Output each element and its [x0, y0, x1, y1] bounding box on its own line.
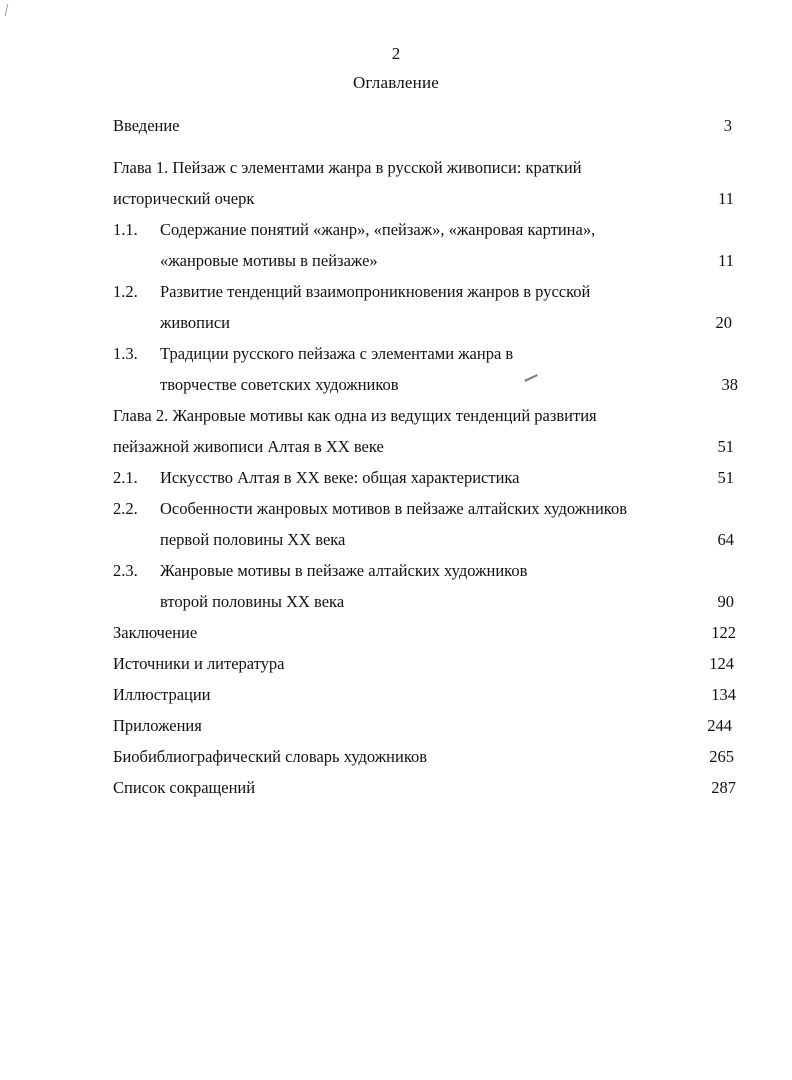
- toc-entry-title: творчестве советских художников: [160, 375, 399, 394]
- toc-entry-title: Глава 1. Пейзаж с элементами жанра в русской живописи: краткий: [113, 158, 582, 177]
- toc-entry-section-2-2-cont: [0, 528, 792, 552]
- toc-entry-page: 51: [717, 468, 734, 487]
- scan-mark: [5, 4, 8, 16]
- page-number: 2: [391, 44, 401, 63]
- toc-entry-title: Жанровые мотивы в пейзаже алтайских художников: [160, 561, 528, 580]
- toc-entry-section-2-3-cont: [0, 590, 792, 614]
- toc-entry-number: 2.2.: [113, 499, 138, 518]
- toc-entry-introduction: [0, 114, 792, 138]
- toc-entry-section-1-2: [0, 280, 792, 304]
- toc-entry-title: Введение: [113, 116, 180, 135]
- toc-entry-section-2-2: [0, 497, 792, 521]
- toc-entry-conclusion: [0, 621, 792, 645]
- toc-entry-page: 287: [711, 778, 736, 797]
- toc-entry-title: Биобиблиографический словарь художников: [113, 747, 428, 766]
- toc-entry-page: 265: [709, 747, 734, 766]
- toc-entry-dictionary: [0, 745, 792, 769]
- toc-entry-page: 122: [711, 623, 736, 642]
- toc-entry-number: 1.2.: [113, 282, 138, 301]
- toc-entry-abbreviations: [0, 776, 792, 800]
- toc-entry-page: 124: [709, 654, 734, 673]
- toc-entry-page: 51: [717, 437, 734, 456]
- toc-entry-title: живописи: [160, 313, 230, 332]
- toc-entry-number: 2.1.: [113, 468, 138, 487]
- toc-entry-page: 244: [707, 716, 732, 735]
- toc-entry-chapter-2: [0, 404, 792, 428]
- toc-entry-title: Развитие тенденций взаимопроникновения жанров в русской: [160, 282, 591, 301]
- toc-entry-chapter-1: [0, 156, 792, 180]
- toc-heading: Оглавление: [353, 73, 439, 92]
- toc-entry-page: 134: [711, 685, 736, 704]
- toc-entry-page: 11: [718, 251, 734, 270]
- toc-entry-page: 90: [717, 592, 734, 611]
- toc-entry-section-1-3-cont: [0, 373, 792, 397]
- toc-entry-page: 3: [723, 116, 732, 135]
- toc-entry-section-1-2-cont: [0, 311, 792, 335]
- toc-entry-section-2-3: [0, 559, 792, 583]
- toc-entry-title: Источники и литература: [113, 654, 285, 673]
- toc-entry-appendices: [0, 714, 792, 738]
- toc-entry-title: Иллюстрации: [113, 685, 211, 704]
- toc-entry-title: первой половины XX века: [160, 530, 346, 549]
- toc-entry-title: второй половины XX века: [160, 592, 345, 611]
- toc-entry-title: Заключение: [113, 623, 198, 642]
- toc-entry-illustrations: [0, 683, 792, 707]
- toc-entry-chapter-2-cont: [0, 435, 792, 459]
- toc-entry-title: Содержание понятий «жанр», «пейзаж», «жанровая картина»,: [160, 220, 596, 239]
- toc-entry-chapter-1-cont: [0, 187, 792, 211]
- toc-entry-section-1-1: [0, 218, 792, 242]
- toc-entry-page: 20: [715, 313, 732, 332]
- toc-entry-number: 2.3.: [113, 561, 138, 580]
- toc-entry-title: Глава 2. Жанровые мотивы как одна из ведущих тенденций развития: [113, 406, 597, 425]
- toc-entry-title: Приложения: [113, 716, 202, 735]
- toc-entry-page: 38: [721, 375, 738, 394]
- toc-entry-title: Особенности жанровых мотивов в пейзаже алтайских художников: [160, 499, 627, 518]
- toc-entry-section-1-1-cont: [0, 249, 792, 273]
- toc-entry-title: Искусство Алтая в XX веке: общая характеристика: [160, 468, 520, 487]
- toc-entry-sources: [0, 652, 792, 676]
- toc-entry-number: 1.3.: [113, 344, 138, 363]
- toc-entry-title: Список сокращений: [113, 778, 256, 797]
- toc-entry-section-2-1: [0, 466, 792, 490]
- toc-entry-page: 11: [718, 189, 734, 208]
- toc-entry-title: пейзажной живописи Алтая в XX веке: [113, 437, 384, 456]
- toc-entry-section-1-3: [0, 342, 792, 366]
- toc-entry-page: 64: [717, 530, 734, 549]
- toc-entry-title: «жанровые мотивы в пейзаже»: [160, 251, 378, 270]
- toc-entry-number: 1.1.: [113, 220, 138, 239]
- toc-entry-title: исторический очерк: [113, 189, 255, 208]
- toc-entry-title: Традиции русского пейзажа с элементами жанра в: [160, 344, 514, 363]
